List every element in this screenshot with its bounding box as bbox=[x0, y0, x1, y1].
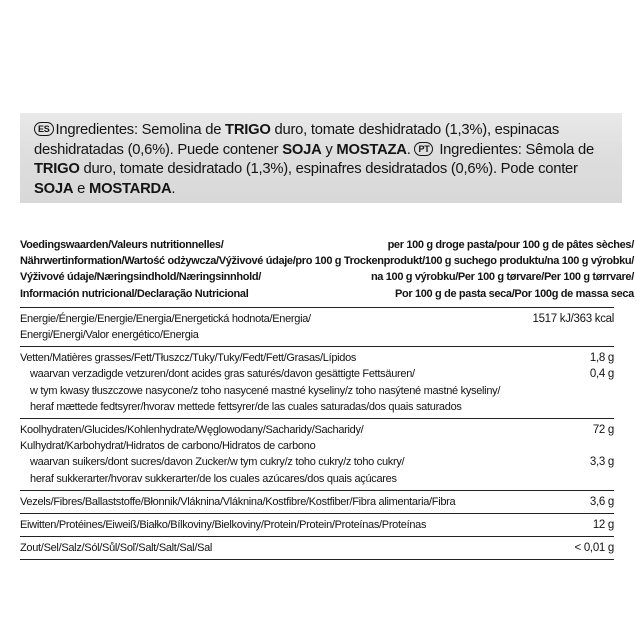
sugars-label-line: waarvan suikers/dont sucres/davon Zucker/w tym cukry/z toho cukry/z toho cukry/ bbox=[30, 456, 405, 469]
header-basis-line: per 100 g droge pasta/pour 100 g de pâtes sèches/ bbox=[387, 239, 634, 251]
es-allergen-mostaza: MOSTAZA bbox=[336, 141, 407, 158]
carbohydrate-label bbox=[20, 422, 363, 454]
sugars-label bbox=[30, 454, 404, 486]
energy-row bbox=[20, 311, 614, 343]
saturated-fat-label bbox=[30, 366, 500, 415]
saturated-fat-label-line: w tym kwasy tłuszczowe nasycone/z toho nasycené mastné kyseliny/z toho nasýtené mastné kyseliny/ bbox=[30, 384, 501, 397]
carbohydrate-value: 72 g bbox=[592, 424, 614, 437]
header-basis-line: Por 100 g de pasta seca/Por 100g de massa seca bbox=[395, 287, 634, 300]
pt-ingredients-end: . bbox=[171, 180, 176, 197]
header-title-line: Voedingswaarden/Valeurs nutritionnelles/ bbox=[20, 239, 224, 251]
fibre-label: Vezels/Fibres/Ballaststoffe/Błonnik/Vláknina/Vláknina/Kostfibre/Kostfiber/Fibra alimentaria/Fibra bbox=[20, 495, 456, 508]
saturated-fat-row bbox=[20, 366, 614, 415]
es-ingredients-mid: duro, tomate deshidratado (1,3%), espinacas deshidratadas (0,6%). Puede contener bbox=[34, 122, 560, 158]
nutrition-header-title bbox=[20, 237, 295, 302]
protein-value: 12 g bbox=[592, 519, 614, 532]
pt-ingredients-prefix: Ingredientes: Sêmola de bbox=[435, 141, 594, 158]
ingredients-panel bbox=[20, 113, 622, 203]
fat-row bbox=[20, 350, 614, 366]
saturated-fat-label-line: heraf mættede fedtsyrer/hvorav mettede fettsyrer/de las cuales saturadas/dos quais saturados bbox=[30, 400, 462, 413]
nutrition-table bbox=[20, 237, 634, 560]
fat-section bbox=[20, 347, 614, 419]
protein-section bbox=[20, 514, 614, 537]
pt-allergen-mostarda: MOSTARDA bbox=[89, 180, 172, 197]
pt-conjunction: e bbox=[73, 180, 89, 197]
salt-row bbox=[20, 540, 614, 556]
protein-row bbox=[20, 517, 614, 533]
language-badge-es: ES bbox=[34, 122, 54, 136]
fibre-row bbox=[20, 494, 614, 510]
fat-label: Vetten/Matières grasses/Fett/Tłuszcz/Tuky/Tuky/Fedt/Fett/Grasas/Lípidos bbox=[20, 352, 357, 365]
carbohydrate-section bbox=[20, 419, 614, 491]
pt-allergen-soja: SOJA bbox=[34, 180, 74, 197]
nutrition-header-basis bbox=[295, 237, 634, 302]
energy-label bbox=[20, 311, 311, 343]
fibre-value: 3,6 g bbox=[589, 495, 614, 508]
energy-label-line: Energi/Energi/Valor energético/Energia bbox=[20, 329, 199, 342]
es-conjunction: y bbox=[321, 141, 337, 158]
pt-allergen-trigo: TRIGO bbox=[34, 161, 80, 177]
es-ingredients-end: . bbox=[406, 141, 415, 158]
es-allergen-soja: SOJA bbox=[282, 141, 322, 158]
header-title-line: Información nutricional/Declaração Nutricional bbox=[20, 287, 249, 300]
fibre-section bbox=[20, 491, 614, 514]
header-basis-line: na 100 g výrobku/Per 100 g tørvare/Per 100 g tørrvare/ bbox=[370, 271, 634, 284]
es-allergen-trigo: TRIGO bbox=[225, 122, 271, 138]
carbohydrate-row bbox=[20, 422, 614, 454]
carbohydrate-label-line: Koolhydraten/Glucides/Kohlenhydrate/Węglowodany/Sacharidy/Sacharidy/ bbox=[20, 424, 364, 437]
pt-ingredients-mid: duro, tomate desidratado (1,3%), espinafres desidratados (0,6%). Pode conter bbox=[79, 161, 578, 177]
header-title-line: Výživové údaje/Næringsindhold/Næringsinnhold/ bbox=[20, 271, 261, 284]
protein-label: Eiwitten/Protéines/Eiweiß/Białko/Bílkoviny/Bielkoviny/Protein/Protein/Proteínas/Proteínas bbox=[20, 519, 427, 532]
energy-label-line: Energie/Énergie/Energie/Energia/Energetická hodnota/Energia/ bbox=[20, 312, 311, 325]
sugars-row bbox=[20, 454, 614, 486]
saturated-fat-label-line: waarvan verzadigde vetzuren/dont acides gras saturés/davon gesättigte Fettsäuren/ bbox=[30, 368, 415, 381]
sugars-label-line: heraf sukkerarter/hvorav sukkerarter/de los cuales azúcares/dos quais açúcares bbox=[30, 472, 397, 485]
language-badge-pt: PT bbox=[414, 142, 433, 156]
energy-value: 1517 kJ/363 kcal bbox=[532, 312, 614, 325]
salt-section bbox=[20, 537, 614, 560]
fat-value: 1,8 g bbox=[589, 352, 614, 365]
saturated-fat-value: 0,4 g bbox=[589, 368, 614, 381]
energy-section bbox=[20, 308, 614, 347]
salt-value: < 0,01 g bbox=[574, 542, 614, 555]
es-ingredients-prefix: Ingredientes: Semolina de bbox=[55, 122, 226, 138]
nutrition-header bbox=[20, 237, 634, 308]
header-basis-line: pro 100 g Trockenprodukt/100 g suchego produktu/na 100 g výrobku/ bbox=[295, 255, 634, 268]
carbohydrate-label-line: Kulhydrat/Karbohydrat/Hidratos de carbono/Hidratos de carbono bbox=[20, 440, 316, 453]
salt-label: Zout/Sel/Salz/Sól/Sůl/Soľ/Salt/Salt/Sal/Sal bbox=[20, 542, 213, 555]
sugars-value: 3,3 g bbox=[589, 456, 614, 469]
header-title-line: Nährwertinformation/Wartość odżywcza/Výživové údaje/ bbox=[20, 255, 296, 268]
ingredients-text bbox=[34, 121, 612, 199]
